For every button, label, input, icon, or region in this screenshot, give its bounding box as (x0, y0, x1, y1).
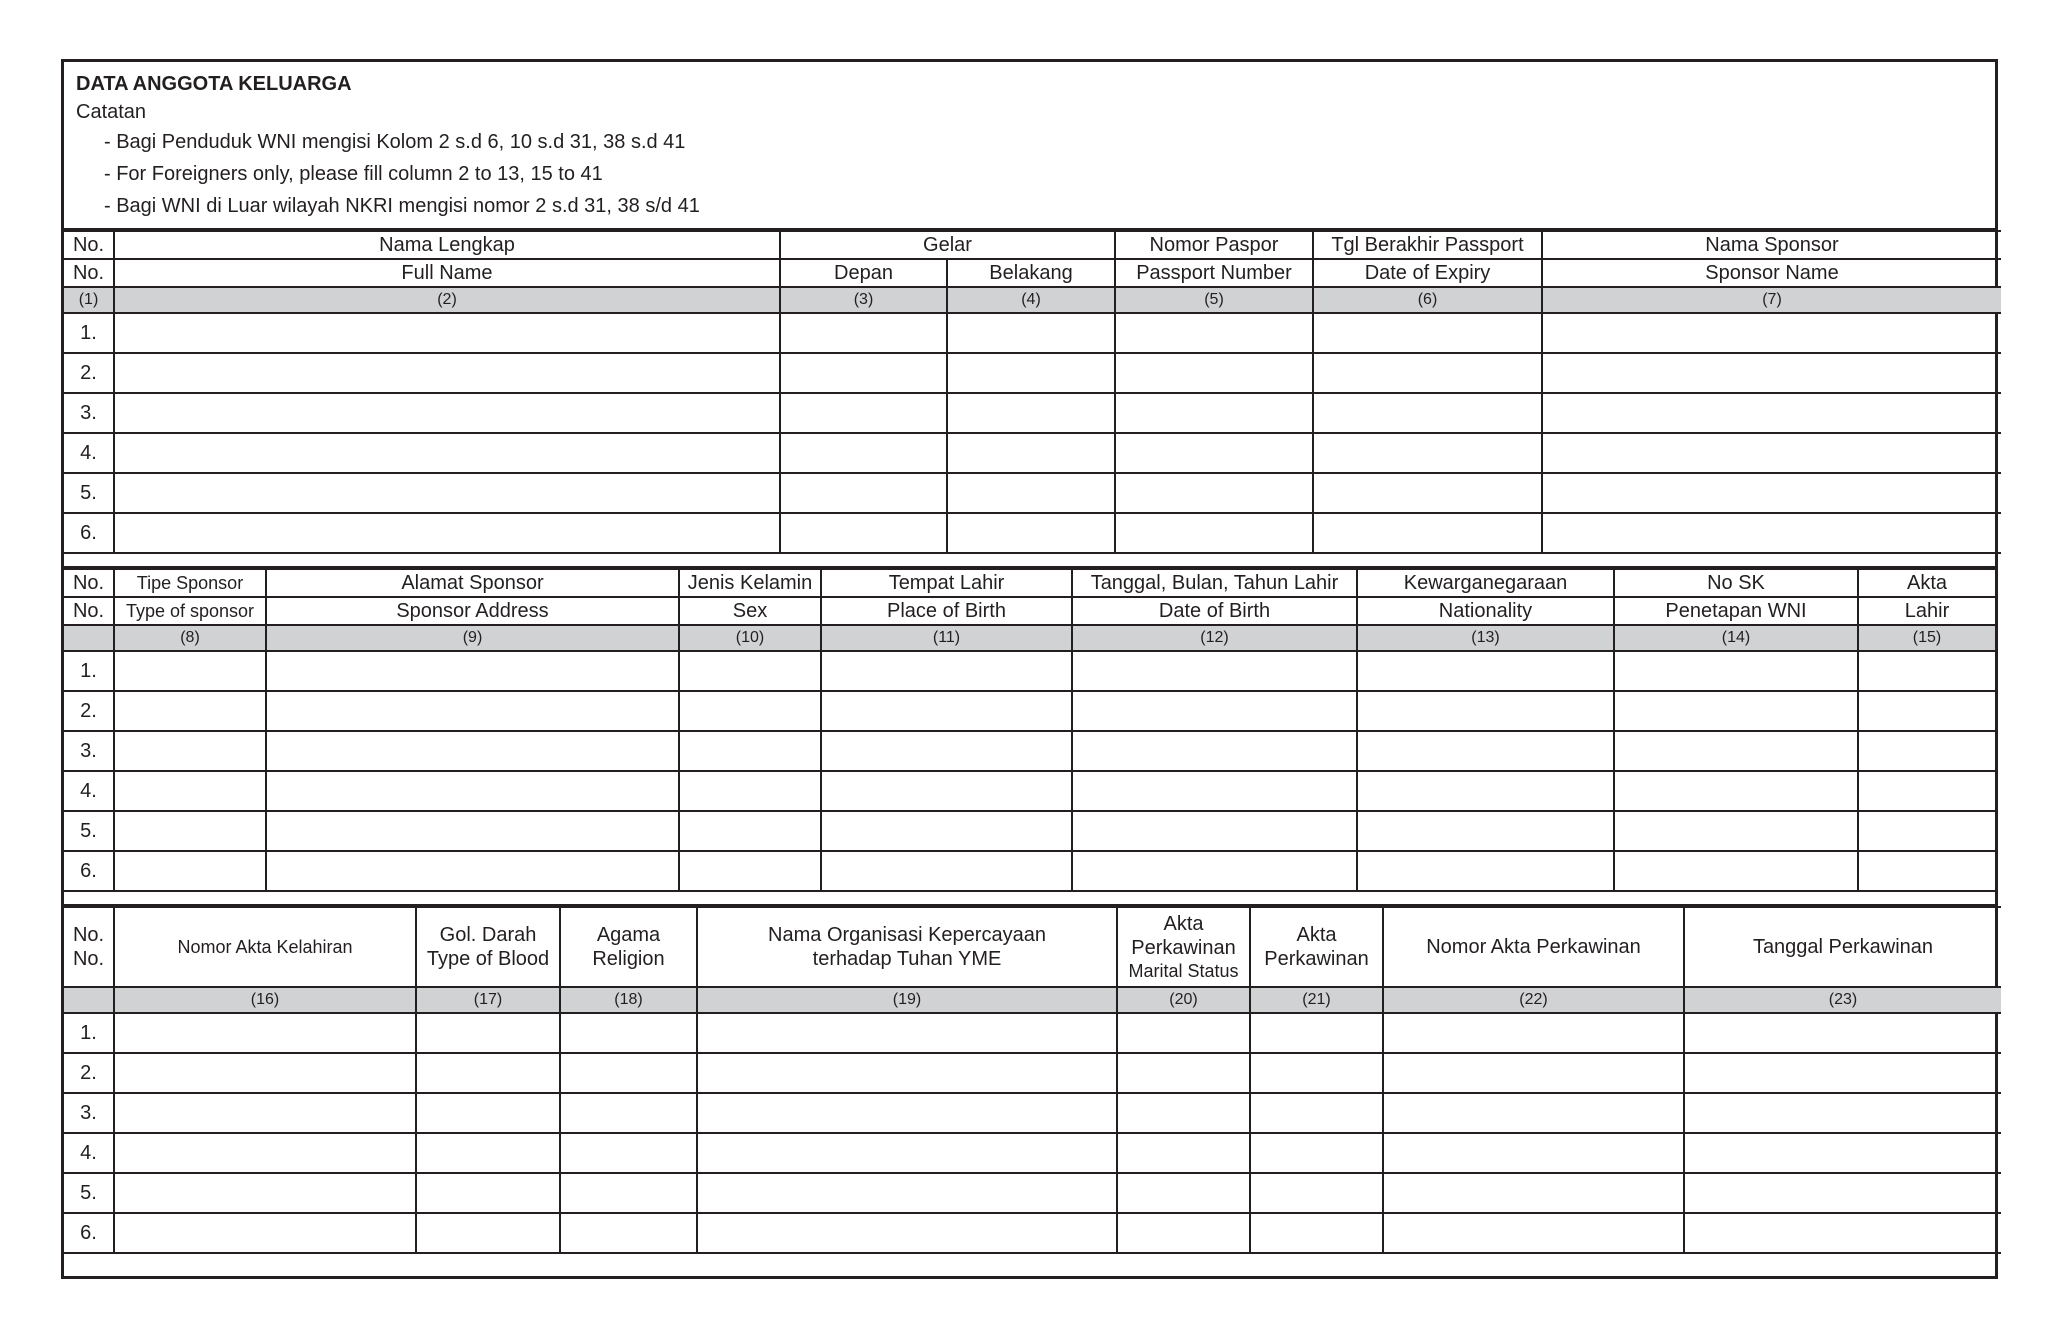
entry-cell[interactable] (947, 473, 1115, 513)
entry-cell[interactable] (1542, 513, 2001, 553)
column-number: (4) (947, 287, 1115, 313)
column-number: (17) (416, 987, 560, 1013)
sponsor-address-header-en: Sponsor Address (266, 597, 679, 625)
entry-cell[interactable] (114, 771, 266, 811)
full-name-header-id: Nama Lengkap (114, 231, 780, 259)
entry-cell[interactable] (1117, 1013, 1250, 1053)
entry-cell[interactable] (1357, 851, 1614, 891)
full-name-header-en: Full Name (114, 259, 780, 287)
entry-cell[interactable] (560, 1013, 697, 1053)
belakang-header: Belakang (947, 259, 1115, 287)
place-of-birth-header-id: Tempat Lahir (821, 569, 1072, 597)
column-number: (15) (1858, 625, 1995, 651)
marriage-cert-header-line2: Perkawinan (1264, 948, 1369, 970)
entry-cell[interactable] (1115, 353, 1313, 393)
entry-cell[interactable] (1614, 691, 1858, 731)
marriage-number-header: Nomor Akta Perkawinan (1383, 907, 1684, 987)
entry-cell[interactable] (1542, 393, 2001, 433)
table-row (64, 1013, 2001, 1053)
entry-cell[interactable] (821, 811, 1072, 851)
column-number: (19) (697, 987, 1117, 1013)
table-row (64, 473, 2001, 513)
entry-cell[interactable] (114, 1173, 416, 1213)
entry-cell[interactable] (1115, 473, 1313, 513)
note-item: - For Foreigners only, please fill column 2 to 13, 15 to 41 (76, 158, 1983, 190)
section-separator (64, 554, 1995, 568)
date-of-birth-header-id: Tanggal, Bulan, Tahun Lahir (1072, 569, 1357, 597)
table-civil-records (64, 906, 2001, 1254)
birth-cert-header-2: Lahir (1858, 597, 1995, 625)
row-number: 2. (64, 1053, 114, 1093)
entry-cell[interactable] (416, 1173, 560, 1213)
note-item: - Bagi WNI di Luar wilayah NKRI mengisi nomor 2 s.d 31, 38 s/d 41 (76, 190, 1983, 222)
entry-cell[interactable] (1117, 1093, 1250, 1133)
entry-cell[interactable] (560, 1133, 697, 1173)
no-header: No. (64, 597, 114, 625)
column-number: (16) (114, 987, 416, 1013)
row-number: 3. (64, 731, 114, 771)
row-number: 4. (64, 771, 114, 811)
table-row (64, 811, 1995, 851)
table-row (64, 513, 2001, 553)
column-number: (21) (1250, 987, 1383, 1013)
entry-cell[interactable] (780, 393, 947, 433)
entry-cell[interactable] (114, 691, 266, 731)
entry-cell[interactable] (1072, 731, 1357, 771)
entry-cell[interactable] (947, 393, 1115, 433)
entry-cell[interactable] (1313, 513, 1542, 553)
entry-cell[interactable] (266, 731, 679, 771)
row-number: 2. (64, 353, 114, 393)
marriage-cert-header (1250, 907, 1383, 987)
entry-cell[interactable] (679, 771, 821, 811)
entry-cell[interactable] (1250, 1053, 1383, 1093)
marital-status-header (1117, 907, 1250, 987)
entry-cell[interactable] (780, 353, 947, 393)
note-item: - Bagi Penduduk WNI mengisi Kolom 2 s.d 6, 10 s.d 31, 38 s.d 41 (76, 126, 1983, 158)
marital-status-header-line2: Perkawinan (1131, 937, 1236, 959)
entry-cell[interactable] (780, 433, 947, 473)
entry-cell[interactable] (1313, 313, 1542, 353)
religion-header (560, 907, 697, 987)
column-number: (14) (1614, 625, 1858, 651)
entry-cell[interactable] (1115, 313, 1313, 353)
row-number: 5. (64, 1173, 114, 1213)
entry-cell[interactable] (416, 1053, 560, 1093)
column-number: (1) (64, 287, 114, 313)
gelar-header: Gelar (780, 231, 1115, 259)
entry-cell[interactable] (780, 473, 947, 513)
entry-cell[interactable] (1357, 811, 1614, 851)
entry-cell[interactable] (114, 393, 780, 433)
entry-cell[interactable] (114, 811, 266, 851)
entry-cell[interactable] (1072, 811, 1357, 851)
table-row (64, 651, 1995, 691)
no-header-line: No. (72, 948, 105, 970)
entry-cell[interactable] (1117, 1173, 1250, 1213)
entry-cell[interactable] (1542, 353, 2001, 393)
entry-cell[interactable] (1250, 1213, 1383, 1253)
belief-org-header-line2: terhadap Tuhan YME (812, 948, 1002, 970)
entry-cell[interactable] (1357, 691, 1614, 731)
blood-type-header-id: Gol. Darah (439, 924, 537, 946)
table-row (64, 1053, 2001, 1093)
entry-cell[interactable] (1313, 433, 1542, 473)
entry-cell[interactable] (821, 651, 1072, 691)
entry-cell[interactable] (1858, 691, 1995, 731)
entry-cell[interactable] (114, 651, 266, 691)
column-number: (6) (1313, 287, 1542, 313)
table-row (64, 393, 2001, 433)
entry-cell[interactable] (1313, 393, 1542, 433)
marriage-cert-header-line1: Akta (1296, 924, 1337, 946)
column-number (64, 625, 114, 651)
entry-cell[interactable] (114, 1013, 416, 1053)
nationality-header-id: Kewarganegaraan (1357, 569, 1614, 597)
table-personal-passport (64, 230, 2001, 554)
sponsor-type-header-id: Tipe Sponsor (114, 569, 266, 597)
entry-cell[interactable] (114, 1093, 416, 1133)
entry-cell[interactable] (1357, 771, 1614, 811)
row-number: 3. (64, 393, 114, 433)
sk-header-en: Penetapan WNI (1614, 597, 1858, 625)
entry-cell[interactable] (266, 691, 679, 731)
entry-cell[interactable] (266, 851, 679, 891)
column-number: (10) (679, 625, 821, 651)
sex-header-id: Jenis Kelamin (679, 569, 821, 597)
entry-cell[interactable] (1383, 1053, 1684, 1093)
entry-cell[interactable] (1117, 1133, 1250, 1173)
entry-cell[interactable] (114, 1133, 416, 1173)
entry-cell[interactable] (114, 731, 266, 771)
column-number: (18) (560, 987, 697, 1013)
entry-cell[interactable] (679, 731, 821, 771)
place-of-birth-header-en: Place of Birth (821, 597, 1072, 625)
depan-header: Depan (780, 259, 947, 287)
entry-cell[interactable] (114, 313, 780, 353)
entry-cell[interactable] (697, 1013, 1117, 1053)
entry-cell[interactable] (1383, 1133, 1684, 1173)
entry-cell[interactable] (1072, 771, 1357, 811)
entry-cell[interactable] (416, 1133, 560, 1173)
entry-cell[interactable] (697, 1213, 1117, 1253)
notes-heading: Catatan (76, 101, 147, 123)
sponsor-type-header-en: Type of sponsor (114, 597, 266, 625)
row-number: 1. (64, 651, 114, 691)
entry-cell[interactable] (1357, 731, 1614, 771)
entry-cell[interactable] (1684, 1173, 2001, 1213)
blood-type-header-en: Type of Blood (426, 948, 550, 970)
sponsor-address-header-id: Alamat Sponsor (266, 569, 679, 597)
column-number: (22) (1383, 987, 1684, 1013)
entry-cell[interactable] (114, 851, 266, 891)
entry-cell[interactable] (679, 651, 821, 691)
table-row (64, 691, 1995, 731)
column-number: (7) (1542, 287, 2001, 313)
entry-cell[interactable] (1614, 771, 1858, 811)
entry-cell[interactable] (1313, 473, 1542, 513)
blood-type-header (416, 907, 560, 987)
entry-cell[interactable] (1072, 851, 1357, 891)
notes-list (76, 126, 1983, 222)
table-row (64, 1093, 2001, 1133)
entry-cell[interactable] (1115, 393, 1313, 433)
birth-cert-header-1: Akta (1858, 569, 1995, 597)
entry-cell[interactable] (679, 811, 821, 851)
entry-cell[interactable] (266, 771, 679, 811)
column-number: (12) (1072, 625, 1357, 651)
entry-cell[interactable] (1684, 1013, 2001, 1053)
row-number: 3. (64, 1093, 114, 1133)
column-number: (2) (114, 287, 780, 313)
entry-cell[interactable] (1614, 651, 1858, 691)
row-number: 5. (64, 811, 114, 851)
row-number: 4. (64, 433, 114, 473)
row-number: 1. (64, 1013, 114, 1053)
entry-cell[interactable] (114, 433, 780, 473)
column-number: (3) (780, 287, 947, 313)
table-row (64, 353, 2001, 393)
birth-cert-number-header: Nomor Akta Kelahiran (114, 907, 416, 987)
sex-header-en: Sex (679, 597, 821, 625)
entry-cell[interactable] (1250, 1173, 1383, 1213)
entry-cell[interactable] (1542, 473, 2001, 513)
entry-cell[interactable] (1542, 313, 2001, 353)
bottom-margin (64, 1254, 1995, 1262)
entry-cell[interactable] (821, 771, 1072, 811)
entry-cell[interactable] (560, 1173, 697, 1213)
entry-cell[interactable] (1858, 651, 1995, 691)
no-header: No. (64, 569, 114, 597)
row-number: 4. (64, 1133, 114, 1173)
entry-cell[interactable] (1614, 811, 1858, 851)
expiry-header-en: Date of Expiry (1313, 259, 1542, 287)
table-row (64, 1173, 2001, 1213)
no-header: No. (64, 259, 114, 287)
entry-cell[interactable] (114, 513, 780, 553)
entry-cell[interactable] (947, 513, 1115, 553)
entry-cell[interactable] (780, 313, 947, 353)
sponsor-name-header-id: Nama Sponsor (1542, 231, 2001, 259)
entry-cell[interactable] (114, 353, 780, 393)
entry-cell[interactable] (697, 1133, 1117, 1173)
passport-header-id: Nomor Paspor (1115, 231, 1313, 259)
entry-cell[interactable] (947, 433, 1115, 473)
no-header (64, 907, 114, 987)
column-number: (20) (1117, 987, 1250, 1013)
entry-cell[interactable] (560, 1213, 697, 1253)
entry-cell[interactable] (560, 1053, 697, 1093)
entry-cell[interactable] (697, 1093, 1117, 1133)
marriage-date-header: Tanggal Perkawinan (1684, 907, 2001, 987)
entry-cell[interactable] (1614, 731, 1858, 771)
entry-cell[interactable] (560, 1093, 697, 1133)
entry-cell[interactable] (1542, 433, 2001, 473)
row-number: 6. (64, 1213, 114, 1253)
expiry-header-id: Tgl Berakhir Passport (1313, 231, 1542, 259)
table-row (64, 851, 1995, 891)
entry-cell[interactable] (697, 1173, 1117, 1213)
entry-cell[interactable] (679, 691, 821, 731)
form-title: DATA ANGGOTA KELUARGA (76, 73, 352, 95)
entry-cell[interactable] (1117, 1053, 1250, 1093)
entry-cell[interactable] (697, 1053, 1117, 1093)
passport-header-en: Passport Number (1115, 259, 1313, 287)
entry-cell[interactable] (416, 1213, 560, 1253)
belief-org-header (697, 907, 1117, 987)
entry-cell[interactable] (679, 851, 821, 891)
entry-cell[interactable] (266, 651, 679, 691)
entry-cell[interactable] (821, 851, 1072, 891)
table-row (64, 313, 2001, 353)
nationality-header-en: Nationality (1357, 597, 1614, 625)
entry-cell[interactable] (1614, 851, 1858, 891)
row-number: 5. (64, 473, 114, 513)
table-row (64, 1213, 2001, 1253)
entry-cell[interactable] (1684, 1053, 2001, 1093)
religion-header-en: Religion (592, 948, 665, 970)
date-of-birth-header-en: Date of Birth (1072, 597, 1357, 625)
entry-cell[interactable] (947, 353, 1115, 393)
no-header: No. (64, 231, 114, 259)
table-row (64, 771, 1995, 811)
entry-cell[interactable] (1383, 1093, 1684, 1133)
marital-status-header-line3: Marital Status (1128, 961, 1239, 981)
entry-cell[interactable] (1383, 1173, 1684, 1213)
entry-cell[interactable] (821, 731, 1072, 771)
entry-cell[interactable] (114, 473, 780, 513)
entry-cell[interactable] (1684, 1213, 2001, 1253)
belief-org-header-line1: Nama Organisasi Kepercayaan (768, 924, 1046, 946)
row-number: 6. (64, 513, 114, 553)
section-separator (64, 892, 1995, 906)
row-number: 1. (64, 313, 114, 353)
form-header (64, 62, 1995, 230)
entry-cell[interactable] (114, 1053, 416, 1093)
sponsor-name-header-en: Sponsor Name (1542, 259, 2001, 287)
entry-cell[interactable] (1858, 851, 1995, 891)
entry-cell[interactable] (1250, 1133, 1383, 1173)
no-header-line: No. (72, 924, 105, 946)
entry-cell[interactable] (1684, 1093, 2001, 1133)
column-number: (23) (1684, 987, 2001, 1013)
entry-cell[interactable] (1250, 1013, 1383, 1053)
entry-cell[interactable] (1115, 433, 1313, 473)
table-row (64, 433, 2001, 473)
row-number: 6. (64, 851, 114, 891)
column-number (64, 987, 114, 1013)
entry-cell[interactable] (947, 313, 1115, 353)
entry-cell[interactable] (1383, 1213, 1684, 1253)
row-number: 2. (64, 691, 114, 731)
entry-cell[interactable] (1117, 1213, 1250, 1253)
entry-cell[interactable] (780, 513, 947, 553)
religion-header-id: Agama (596, 924, 661, 946)
marital-status-header-line1: Akta (1163, 913, 1204, 935)
column-number: (13) (1357, 625, 1614, 651)
entry-cell[interactable] (1313, 353, 1542, 393)
table-row (64, 1133, 2001, 1173)
entry-cell[interactable] (1858, 731, 1995, 771)
entry-cell[interactable] (1072, 691, 1357, 731)
column-number: (11) (821, 625, 1072, 651)
entry-cell[interactable] (1072, 651, 1357, 691)
entry-cell[interactable] (1684, 1133, 2001, 1173)
entry-cell[interactable] (114, 1213, 416, 1253)
entry-cell[interactable] (416, 1013, 560, 1053)
column-number: (5) (1115, 287, 1313, 313)
table-sponsor-birth (64, 568, 1995, 892)
entry-cell[interactable] (416, 1093, 560, 1133)
entry-cell[interactable] (1357, 651, 1614, 691)
table-row (64, 731, 1995, 771)
entry-cell[interactable] (1858, 811, 1995, 851)
entry-cell[interactable] (1383, 1013, 1684, 1053)
entry-cell[interactable] (1858, 771, 1995, 811)
entry-cell[interactable] (1250, 1093, 1383, 1133)
entry-cell[interactable] (821, 691, 1072, 731)
entry-cell[interactable] (266, 811, 679, 851)
column-number: (9) (266, 625, 679, 651)
entry-cell[interactable] (1115, 513, 1313, 553)
family-members-form (61, 59, 1998, 1279)
sk-header-id: No SK (1614, 569, 1858, 597)
column-number: (8) (114, 625, 266, 651)
